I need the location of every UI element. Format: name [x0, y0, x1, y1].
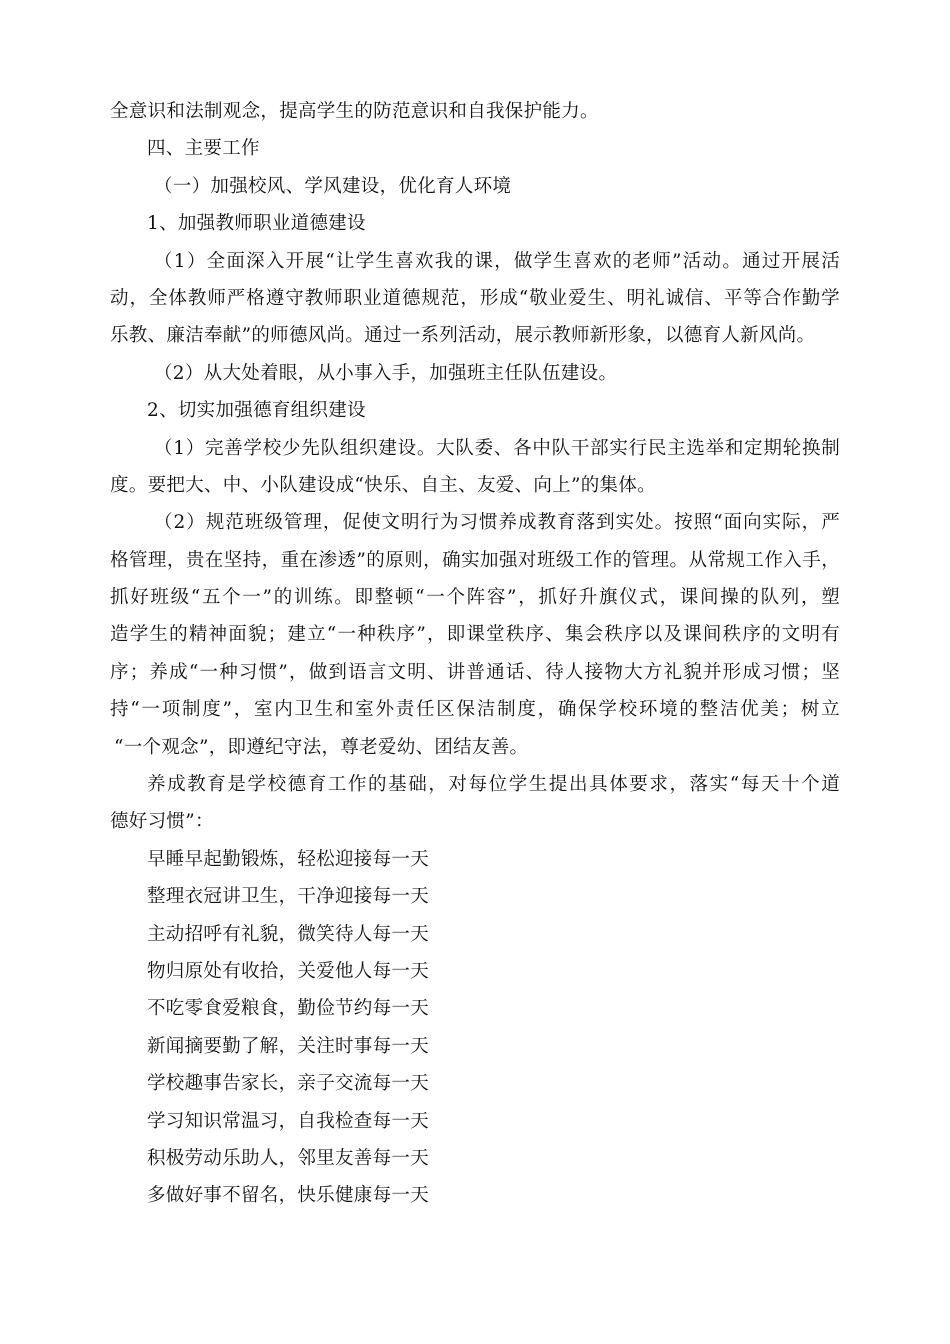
item-heading: 1、加强教师职业道德建设 — [147, 213, 366, 235]
text-line: （1）全面深入开展“让学生喜欢我的课，做学生喜欢的老师”活动。通过开展活 — [154, 250, 840, 272]
text-line: 格管理，贵在坚持，重在渗透”的原则，确实加强对班级工作的管理。从常规工作入手， — [110, 549, 840, 571]
text-line: （1）完善学校少先队组织建设。大队委、各中队干部实行民主选举和定期轮换制 — [154, 437, 840, 459]
habit-line: 主动招呼有礼貌，微笑待人每一天 — [147, 923, 430, 945]
text-line: 德好习惯”： — [110, 811, 214, 833]
document-body — [110, 93, 840, 1215]
habit-line: 新闻摘要勤了解，关注时事每一天 — [147, 1035, 430, 1057]
subsection-heading: （一）加强校风、学风建设，优化育人环境 — [154, 175, 512, 197]
text-line: （2）从大处着眼，从小事入手，加强班主任队伍建设。 — [154, 362, 618, 384]
habit-line: 学习知识常温习，自我检查每一天 — [147, 1110, 430, 1132]
section-heading: 四、主要工作 — [147, 138, 260, 160]
text-line: 动，全体教师严格遵守教师职业道德规范，形成“敬业爱生、明礼诚信、平等合作勤学 — [110, 287, 840, 309]
habit-line: 不吃零食爱粮食，勤俭节约每一天 — [147, 998, 430, 1020]
habit-line: 积极劳动乐助人，邻里友善每一天 — [147, 1147, 430, 1169]
item-heading: 2、切实加强德育组织建设 — [147, 400, 366, 422]
text-line: 养成教育是学校德育工作的基础，对每位学生提出具体要求，落实“每天十个道 — [147, 774, 840, 796]
habit-line: 多做好事不留名，快乐健康每一天 — [147, 1185, 430, 1207]
text-line: 序；养成“一种习惯”，做到语言文明、讲普通话、待人接物大方礼貌并形成习惯；坚 — [110, 661, 840, 683]
text-line: 乐教、廉洁奉献”的师德风尚。通过一系列活动，展示教师新形象，以德育人新风尚。 — [110, 325, 816, 347]
habit-line: 学校趣事告家长，亲子交流每一天 — [147, 1073, 430, 1095]
text-line: 度。要把大、中、小队建设成“快乐、自主、友爱、向上”的集体。 — [110, 474, 656, 496]
text-line: （2）规范班级管理，促使文明行为习惯养成教育落到实处。按照“面向实际，严 — [154, 512, 840, 534]
text-line: 全意识和法制观念，提高学生的防范意识和自我保护能力。 — [110, 101, 599, 122]
text-line: 造学生的精神面貌；建立“一种秩序”，即课堂秩序、集会秩序以及课间秩序的文明有 — [110, 624, 840, 646]
habit-line: 物归原处有收拾，关爱他人每一天 — [147, 960, 430, 982]
text-line: 持“一项制度”，室内卫生和室外责任区保洁制度，确保学校环境的整洁优美；树立 — [110, 699, 840, 721]
habit-line: 整理衣冠讲卫生，干净迎接每一天 — [147, 886, 430, 908]
text-line: “一个观念”，即遵纪守法，尊老爱幼、团结友善。 — [114, 736, 529, 758]
text-line: 抓好班级“五个一”的训练。即整顿“一个阵容”，抓好升旗仪式，课间操的队列，塑 — [110, 587, 840, 609]
habit-line: 早睡早起勤锻炼，轻松迎接每一天 — [147, 848, 430, 870]
